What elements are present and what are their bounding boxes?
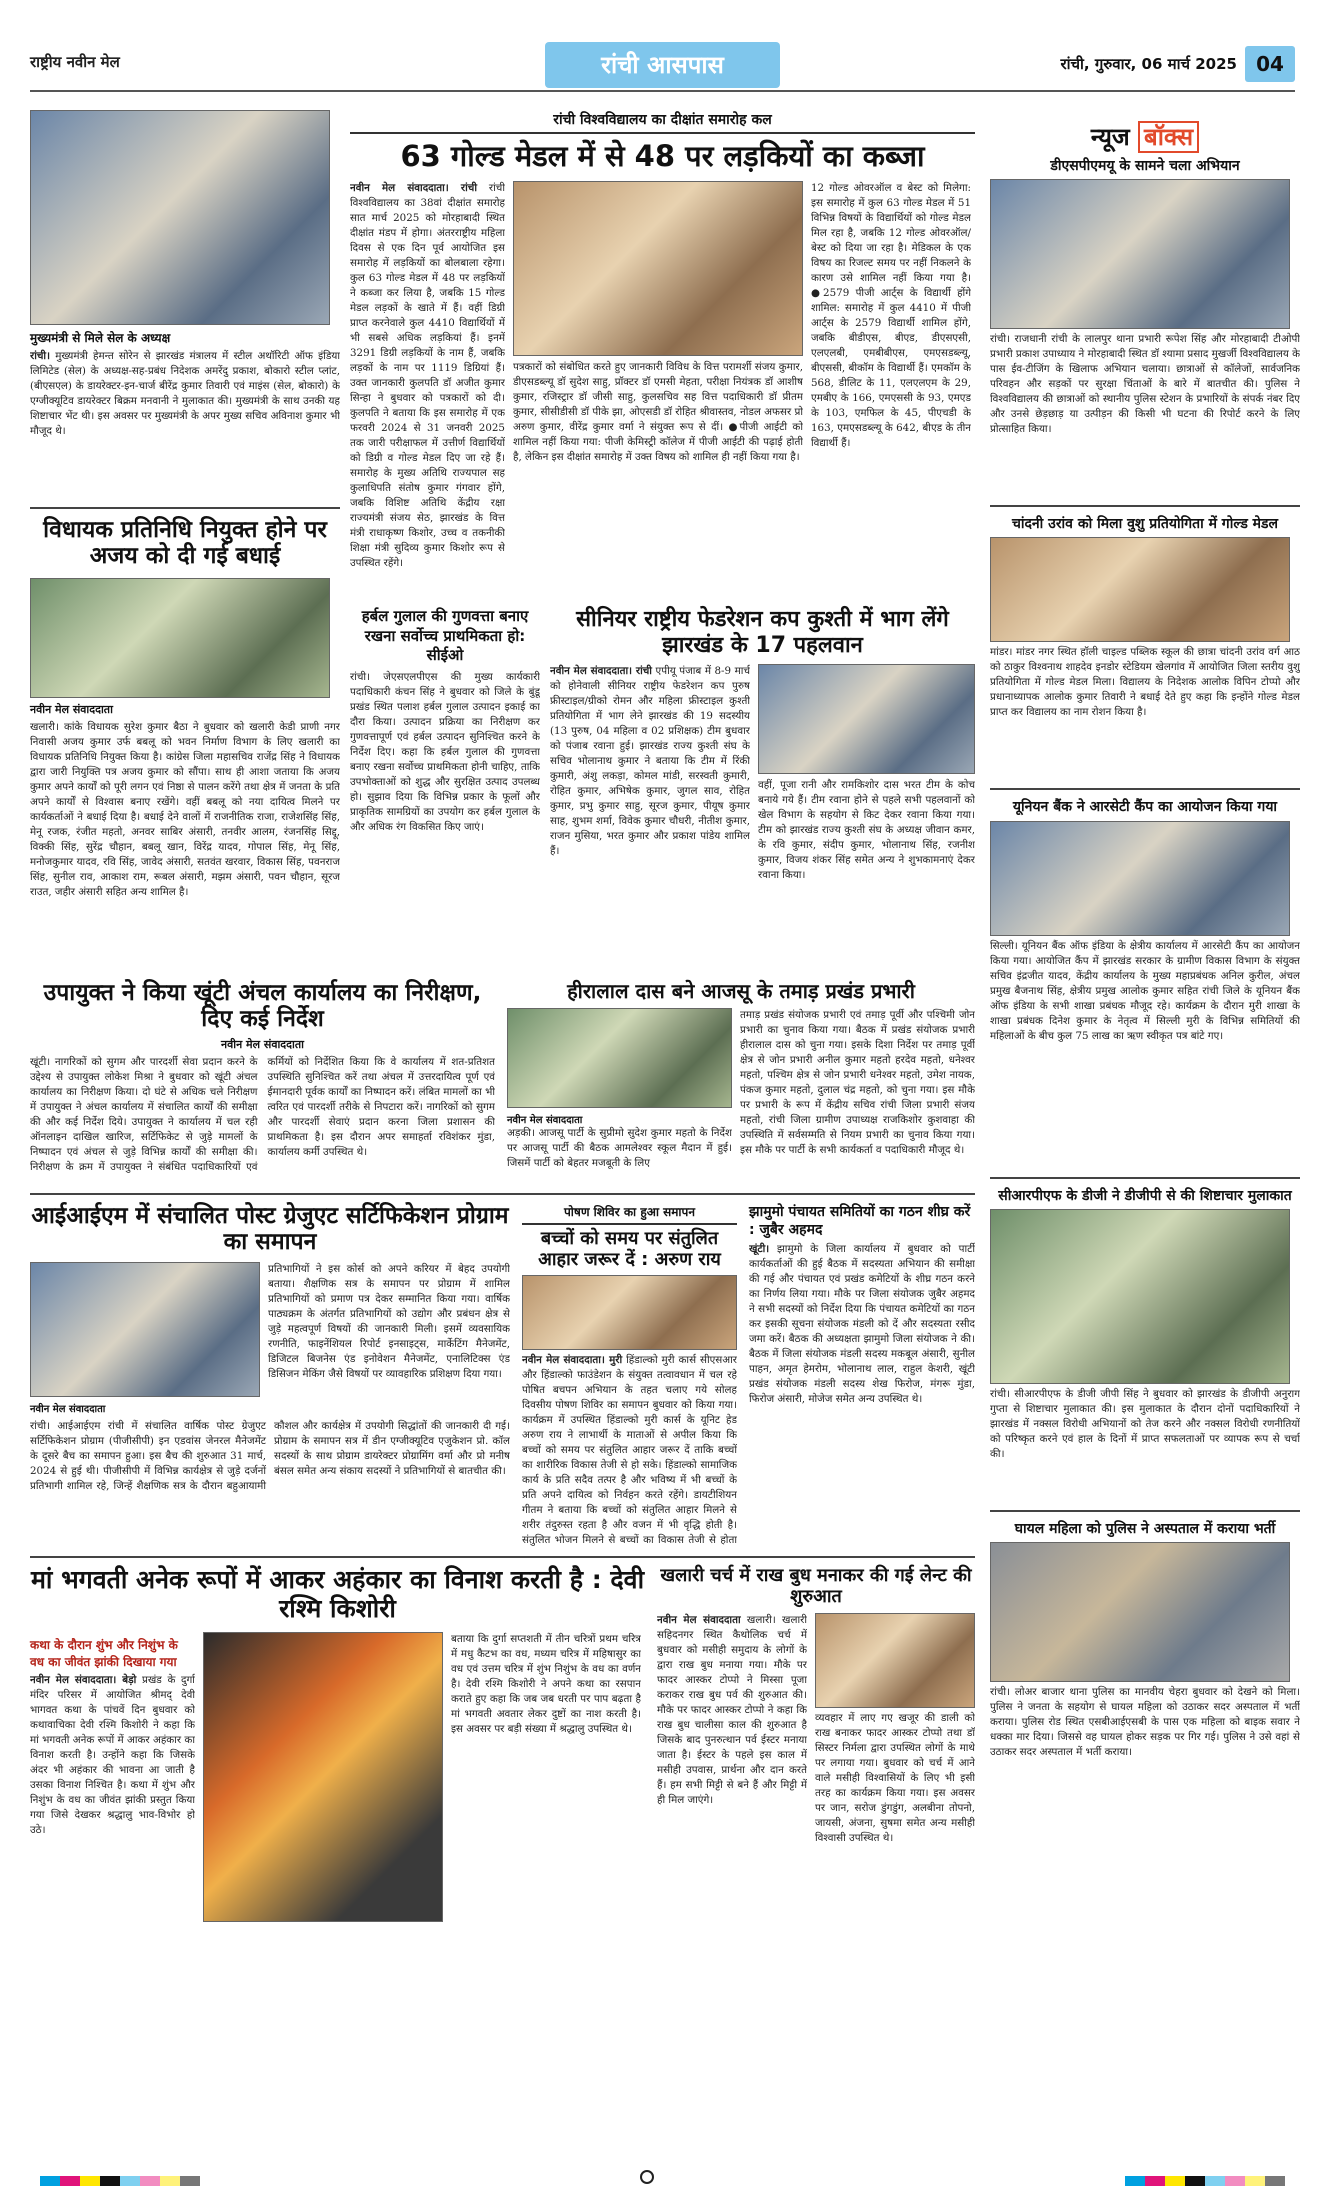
nb-story-union-bank	[990, 798, 1300, 1168]
registration-mark	[640, 2170, 654, 2184]
divider	[30, 1556, 975, 1558]
paper-name: राष्ट्रीय नवीन मेल	[30, 53, 120, 71]
nutrition-photo	[522, 1275, 737, 1350]
story-wrestling	[550, 607, 975, 955]
story-cm-meet	[30, 110, 340, 499]
herbal-body: रांची। जेएसएलपीएस की मुख्य कार्यकारी पदाधिकारी कंचन सिंह ने बुधवार को जिले के बुंडू प्रखंड स्थित पलाश हर्बल गुलाल उत्पादन इकाई का दौरा किया। उत्पादन प्रक्रिया का निरीक्षण कर गुणवत्तापूर्ण एवं हर्बल उत्पादन सुनिश्चित करने के निर्देश दिए। कहा कि हर्बल गुलाल की गुणवत्ता बनाए रखना सर्वोच्च प्राथमिकता होनी चाहिए, ताकि उपभोक्ताओं को शुद्ध और सुरक्षित उत्पाद उपलब्ध हो। सुझाव दिया कि विभिन्न प्रकार के फूलों और प्राकृतिक सामग्रियों का उपयोग कर हर्बल गुलाल के और अधिक रंग विकसित किए जाएं।	[350, 670, 540, 833]
hiralal-photo	[507, 1008, 732, 1108]
devi-body-1: नवीन मेल संवाददाता। बेड़ो प्रखंड के दुर्गा मंदिर परिसर में आयोजित श्रीमद् देवी भागवत कथा के पांचवें दिन बुधवार को कथावाचिका देवी रश्मि किशोरी ने कहा कि मां भगवती अनेक रूपों में आकर अहंकार का विनाश करती है। उन्होंने कहा कि जिसके अंदर भी अहंकार की भावना आ जाती है उसका विनाश निश्चित है। कथा में शुंभ और निशुंभ के वध का जीवंत झांकी प्रस्तुत किया गया जिसे देखकर श्रद्धालु भाव-विभोर हो उठे।	[30, 1673, 195, 1836]
crpf-photo	[990, 1209, 1290, 1384]
mla-rep-headline: विधायक प्रतिनिधि नियुक्त होने पर अजय को दी गई बधाई	[43, 517, 327, 570]
injured-woman-body: रांची। लोअर बाजार थाना पुलिस का मानवीय चेहरा बुधवार को देखने को मिला। पुलिस ने जनता के सहयोग से घायल महिला को उठाकर सदर अस्पताल में भर्ती कराया। पुलिस रोड स्थित एसबीआईएसबी के पास एक महिला को बाइक सवार ने धक्का मार दिया। जिससे वह घायल होकर सड़क पर गिर गई। पुलिस ने उसे वहां से उठाकर सदर अस्पताल में भर्ती कराया।	[990, 1685, 1300, 1758]
story-herbal	[350, 607, 540, 955]
wrestling-headline: सीनियर राष्ट्रीय फेडरेशन कप कुश्ती में भाग लेंगे झारखंड के 17 पहलवान	[576, 607, 949, 658]
row-devi-khalari	[30, 1566, 975, 1922]
iim-body-2: प्रतिभागियों ने इस कोर्स को अपने करियर में बेहद उपयोगी बताया। शैक्षणिक सत्र के समापन पर प्रोग्राम में शामिल प्रतिभागियों को प्रमाण पत्र देकर सम्मानित किया गया। वार्षिक पाठ्यक्रम के अंतर्गत प्रतिभागियों को उद्योग और प्रबंधन क्षेत्र से जुड़े महत्वपूर्ण विषयों की जानकारी मिली। इसमें व्यवसायिक रणनीति, फाइनेंशियल रिपोर्ट इनसाइट्स, मार्केटिंग मैनेजमेंट, डिजिटल बिजनेस एंड इनोवेशन मैनेजमेंट, एनालिटिक्स एंड डिसिजन मेकिंग जैसे विषयों पर व्यावहारिक प्रशिक्षण दिया गया।	[268, 1262, 510, 1380]
nutrition-headline: बच्चों को समय पर संतुलित आहार जरूर दें : अरुण राय	[538, 1227, 721, 1270]
middle-column	[350, 110, 975, 955]
news-box-title: न्यूज बॉक्स	[990, 120, 1300, 153]
lead-body-3: 12 गोल्ड ओवरऑल व बेस्ट को मिलेगा: इस समारोह में कुल 63 गोल्ड मेडल में 51 विभिन्न विषयों के विद्यार्थियों को गोल्ड मेडल मिल रहा है, जबकि 12 गोल्ड ओवरऑल/बेस्ट को दिया जा रहा है। मेडिकल के एक विषय का रिजल्ट समय पर नहीं निकलने के कारण उसे शामिल नहीं किया गया है। ●2579 पीजी आर्ट्स के विद्यार्थी होंगे शामिल: समारोह में कुल 4410 में पीजी आर्ट्स के 2579 विद्यार्थी शामिल होंगे, जबकि बीडीएस, बीएड, डीएसएसी, एलएलबी, एमबीबीएस, एमएसडब्ल्यू, बीएससी, बीकॉम के विद्यार्थी हैं। एमकॉम के 568, डीलिट के 11, एलएलएम के 29, एमबीए के 166, एमएससी के 93, एमएड के 103, एमफिल के 45, पीएचडी के 163, एमएसडब्ल्यू के 642, बीएड के तीन विद्यार्थी हैं।	[811, 182, 971, 450]
union-bank-body: सिल्ली। यूनियन बैंक ऑफ इंडिया के क्षेत्रीय कार्यालय में आरसेटी कैंप का आयोजन किया गया। आयोजित कैंप में झारखंड सरकार के ग्रामीण विकास विभाग के संयुक्त सचिव इंद्रजीत यादव, केंद्रीय कार्यालय के मुख्य महाप्रबंधक अनिल कुरील, अंचल प्रमुख बैजनाथ सिंह, क्षेत्रीय प्रमुख आलोक कुमार सहित रांची जिले के यूनियन बैंक ऑफ इंडिया के सभी शाखा प्रबंधक मौजूद रहे। कार्यक्रम के दौरान मुरी शाखा के शाखा प्रबंधक दिनेश कुमार के नेतृत्व में सिल्ली मुरी के विभिन्न समितियों की महिलाओं के बीच कुल 75 लाख का ऋण स्वीकृत पत्र बांटे गए।	[990, 939, 1300, 1042]
divider	[990, 505, 1300, 507]
color-bar-right	[1125, 2176, 1285, 2186]
news-box	[990, 120, 1300, 1790]
page-number: 04	[1245, 46, 1295, 82]
story-khalari	[657, 1566, 975, 1922]
hiralal-body-1: अड़की। आजसू पार्टी के सुप्रीमो सुदेश कुमार महतो के निर्देश पर आजसू पार्टी की बैठक आमलेश्वर स्कूल मैदान में हुई। जिसमें पार्टी को बेहतर मजबूती के लिए	[507, 1127, 732, 1169]
chandni-photo	[990, 537, 1290, 642]
divider	[990, 1510, 1300, 1512]
nutrition-body: नवीन मेल संवाददाता। मुरी हिंडाल्को मुरी कार्स सीएसआर और हिंडाल्को फाउंडेशन के संयुक्त तत्वावधान में चल रहे पोषित बचपन अभियान के तहत चलाए गये सोलह दिवसीय पोषण शिविर का समापन बुधवार को किया गया। कार्यक्रम में उपस्थित हिंडाल्को मुरी कार्स के यूनिट हेड अरुण राय ने लाभार्थी के माताओं से अपील किया कि बच्चों को समय पर संतुलित आहार जरूर दें ताकि बच्चों का शारीरिक विकास तेजी से हो सके। हिंडाल्को सामाजिक कार्य के प्रति सदैव तत्पर है और भविष्य में भी बच्चों के प्रति अपने दायित्व को निर्वहन करते रहेंगे। डायटीशियन गीतम ने बताया कि बच्चों को संतुलित आहार मिलने से शरीर तंदुरुस्त रहता है और वजन में भी वृद्धि होती है। संतुलित भोजन मिलने से बच्चों का विकास तेजी से होता	[522, 1354, 737, 1547]
divider	[30, 507, 340, 509]
section-title: रांची आसपास	[545, 42, 780, 88]
nutrition-kicker: पोषण शिविर का हुआ समापन	[522, 1203, 737, 1225]
dspmu-photo	[990, 179, 1290, 329]
row-iim-nutrition-jmm	[30, 1203, 975, 1548]
divider	[990, 788, 1300, 790]
iim-headline: आईआईएम में संचालित पोस्ट ग्रेजुएट सर्टिफिकेशन प्रोग्राम का समापन	[31, 1202, 509, 1256]
lead-kicker: रांची विश्वविद्यालय का दीक्षांत समारोह कल	[350, 110, 975, 134]
union-bank-headline: यूनियन बैंक ने आरसेटी कैंप का आयोजन किया गया	[1012, 799, 1278, 816]
lead-center	[513, 181, 803, 601]
story-nutrition	[522, 1203, 737, 1548]
injured-woman-headline: घायल महिला को पुलिस ने अस्पताल में कराया भर्ती	[1014, 1520, 1276, 1537]
divider	[990, 1177, 1300, 1179]
lead-body-1: नवीन मेल संवाददाता। रांची रांची विश्वविद्यालय का 38वां दीक्षांत समारोह सात मार्च 2025 को मोरहाबादी स्थित दीक्षांत मंडप में होगा। अंतरराष्ट्रीय महिला दिवस से एक दिन पूर्व आयोजित इस समारोह में लड़कियों का बोलबाला रहेगा। कुल 63 गोल्ड मेडल में 48 पर लड़कियों ने कब्जा कर लिया है, जबकि 15 गोल्ड मेडल लड़कों के खाते में हैं। वहीं डिग्री प्राप्त करनेवाले कुल 4410 विद्यार्थियों में भी सबसे अधिक लड़कियां हैं। इनमें 3291 डिग्री लड़कियों के नाम हैं, जबकि लड़कों के नाम पर 1119 डिग्रियां हैं। उक्त जानकारी कुलपति डॉ अजीत कुमार सिन्हा ने बुधवार को पत्रकारों को दी। कुलपति ने बताया कि इस समारोह में एक फरवरी 2024 से 31 जनवरी 2025 तक जारी परीक्षाफल में उत्तीर्ण विद्यार्थियों को डिग्री व गोल्ड मेडल दिए जा रहे हैं। समारोह के मुख्य अतिथि राज्यपाल सह कुलाधिपति संतोष कुमार गंगवार होंगे, जबकि विशिष्ट अतिथि केंद्रीय रक्षा राज्यमंत्री संजय सेठ, झारखंड के वित्त मंत्री राधाकृष्ण किशोर, उच्च व तकनीकी शिक्षा मंत्री सुदिव्य कुमार किशोर रूप से उपस्थित रहेंगे।	[350, 182, 505, 570]
wrestling-photo	[758, 664, 975, 774]
row-collector-hiralal	[30, 980, 975, 1185]
devi-headline: मां भगवती अनेक रूपों में आकर अहंकार का विनाश करती है : देवी रश्मि किशोरी	[30, 1565, 645, 1623]
devi-photo-caption: कथा के दौरान शुंभ और निशुंभ के वध का जीवंत झांकी दिखाया गया	[30, 1637, 178, 1669]
union-bank-photo	[990, 821, 1290, 936]
iim-photo	[30, 1262, 260, 1397]
collector-byline: नवीन मेल संवाददाता	[221, 1037, 304, 1051]
issue-date: रांची, गुरुवार, 06 मार्च 2025	[1060, 55, 1237, 73]
lower-section	[30, 980, 975, 1922]
hiralal-body-2: तमाड़ प्रखंड संयोजक प्रभारी एवं तमाड़ पूर्वी और पश्चिमी जोन प्रभारी का चुनाव किया गया। बैठक में प्रखंड संयोजक प्रभारी हीरालाल दास को चुना गया। इसके दिशा निर्देश पर तमाड़ पूर्वी क्षेत्र से जोन प्रभारी अनील कुमार महतो हरदेव महतो, धनेश्वर महतो, पश्चिम क्षेत्र से जोन प्रभारी धनेश्वर महतो, उमेश नायक, पंकज कुमार महतो, दुलाल चंद्र महतो, को चुना गया। इस मौके पर प्रभारी के रूप में केंद्रीय सचिव रांची जिला प्रभारी संजय महतो, रांची जिला ग्रामीण उपाध्यक्ष राजकिशोर कुशवाहा की उपस्थिति में सर्वसम्मति से नियम प्रभारी का चुनाव किया गया। इस मौके पर पार्टी के सभी कार्यकर्ता व पदाधिकारी मौजूद थे।	[740, 1009, 975, 1156]
iim-body-1: रांची। आईआईएम रांची में संचालित वार्षिक पोस्ट ग्रेजुएट सर्टिफिकेशन प्रोग्राम (पीजीसीपी) इन एडवांस जेनरल मैनेजमेंट के दूसरे बैच का समापन हुआ। इस बैच की शुरुआत 31 मार्च, 2024 से हुई थी। पीजीसीपी में विभिन्न कार्यक्षेत्र से जुड़े दर्जनों प्रतिभागी शामिल रहे, जिन्हें शैक्षणिक सत्र के दौरान बहुआयामी कौशल और कार्यक्षेत्र में उपयोगी सिद्धांतों की जानकारी दी गई। प्रोग्राम के समापन सत्र में डीन एग्जीक्यूटिव एजुकेशन प्रो. कॉल सदस्यों के साथ प्रोग्राम डायरेक्टर प्रोग्रामिंग वर्मा और प्रो मनीष बंसल समेत अन्य संकाय सदस्यों ने प्रतिभागियों से बातचीत की।	[30, 1419, 510, 1492]
iim-byline: नवीन मेल संवाददाता	[30, 1403, 106, 1415]
collector-headline: उपायुक्त ने किया खूंटी अंचल कार्यालय का निरीक्षण, दिए कई निर्देश	[43, 980, 482, 1033]
hiralal-headline: हीरालाल दास बने आजसू के तमाड़ प्रखंड प्रभारी	[567, 979, 915, 1003]
wrestling-body-1: नवीन मेल संवाददाता। रांची एपीयू पंजाब में 8-9 मार्च को होनेवाली सीनियर राष्ट्रीय फेडरेशन कप पुरुष फ्रीस्टाइल/ग्रीको रोमन और महिला फ्रीस्टाइल कुश्ती प्रतियोगिता में भाग लेने झारखंड की 19 सदस्यीय (13 पुरुष, 04 महिला व 02 प्रशिक्षक) टीम बुधवार को पंजाब रवाना हुई। झारखंड राज्य कुश्ती संघ के सचिव भोलानाथ कुमार ने बताया कि टीम में रिंकी कुमारी, अंशु लकड़ा, कोमल मांडी, सरस्वती कुमारी, रोहित कुमार, अभिषेक कुमार, जुगल साव, रोहित कुमार, प्रभु कुमार साहु, सूरज कुमार, पीयूष कुमार साह, शुभम शर्मा, विवेक कुमार चौधरी, नीतीश कुमार, राजन मुसिया, भरत कुमार और प्रकाश पांडेय शामिल हैं।	[550, 664, 750, 857]
nb-story-crpf	[990, 1187, 1300, 1502]
hiralal-byline: नवीन मेल संवाददाता	[507, 1115, 583, 1126]
mla-rep-photo	[30, 578, 330, 698]
dspmu-headline: डीएसपीएमयू के सामने चला अभियान	[1050, 158, 1240, 174]
nb-story-chandni	[990, 515, 1300, 780]
left-column	[30, 110, 340, 1060]
row-herbal-wrestling	[350, 607, 975, 955]
story-devi	[30, 1566, 645, 1922]
herbal-headline: हर्बल गुलाल की गुणवत्ता बनाए रखना सर्वोच्च प्राथमिकता हो: सीईओ	[361, 607, 529, 665]
story-iim	[30, 1203, 510, 1548]
story-mla-rep	[30, 517, 340, 1060]
jmm-body: खूंटी। झामुमो के जिला कार्यालय में बुधवार को पार्टी कार्यकर्ताओं की हुई बैठक में सदस्यता अभियान की समीक्षा की गई और पंचायत एवं प्रखंड कमेटियों के शीघ्र गठन करने का निर्णय लिया गया। मौके पर जिला संयोजक जुबैर अहमद ने सभी सदस्यों को निर्देश दिया कि पंचायत कमेटियों का गठन कर इसकी सूचना संयोजक मंडली को दें और सदस्यता रसीद जमा करें। बैठक की अध्यक्षता झामुमो जिला संयोजक ने की। बैठक में जिला संयोजक मंडली सदस्य मकबूल अंसारी, सुनील पाहन, अमृत हेमरोम, भोलानाथ लाल, राहुल केशरी, खूंटी प्रखंड संयोजक मंडली सदस्य शेख फिरोज, मंगरू मुंडा, फिरोज अंसारी, मोजेज समेत अन्य उपस्थित थे।	[749, 1243, 975, 1406]
jmm-headline: झामुमो पंचायत समितियों का गठन शीघ्र करें : जुबैर अहमद	[749, 1203, 971, 1239]
masthead-rule	[30, 90, 1295, 92]
devi-body-2: बताया कि दुर्गा सप्तशती में तीन चरित्रों प्रथम चरित्र में मधु कैटभ का वध, मध्यम चरित्र में महिषासुर का वध एवं उत्तम चरित्र में शुंभ निशुंभ के वध का वर्णन है। देवी रश्मि किशोरी ने अपने कथा का रसपान कराते हुए कहा कि जब जब धरती पर पाप बढ़ता है मां भगवती अवतार लेकर दुष्टों का नाश करती है। इस अवसर पर बड़ी संख्या में श्रद्धालु उपस्थित थे।	[451, 1632, 641, 1735]
cm-meet-photo	[30, 110, 330, 325]
khalari-headline: खलारी चर्च में राख बुध मनाकर की गई लेन्ट की शुरुआत	[660, 1565, 972, 1607]
chandni-headline: चांदनी उरांव को मिला वुशु प्रतियोगिता में गोल्ड मेडल	[1011, 516, 1279, 533]
injured-woman-photo	[990, 1542, 1290, 1682]
nb-story-dspmu	[990, 157, 1300, 497]
lead-headline: 63 गोल्ड मेडल में से 48 पर लड़कियों का कब्जा	[400, 139, 925, 173]
story-jmm	[749, 1203, 975, 1548]
crpf-headline: सीआरपीएफ के डीजी ने डीजीपी से की शिष्टाचार मुलाकात	[998, 1187, 1292, 1204]
divider	[30, 1193, 975, 1195]
collector-body: खूंटी। नागरिकों को सुगम और पारदर्शी सेवा प्रदान करने के उद्देश्य से उपायुक्त लोकेश मिश्रा ने बुधवार को खूंटी अंचल कार्यालय का निरीक्षण किया। दो घंटे से अधिक चले निरीक्षण में उपायुक्त ने अंचल कार्यालय में संचालित कार्यों की समीक्षा की और कई निर्देश दिये। उपायुक्त ने कार्यालय में चल रही ऑनलाइन दाखिल खारिज, सर्टिफिकेट से जुड़े मामलों के निष्पादन एवं अंचल से जुड़े विभिन्न कार्यों की समीक्षा की। निरीक्षण के क्रम में उपायुक्त ने संबंधित पदाधिकारियों एवं कर्मियों को निर्देशित किया कि वे कार्यालय में शत-प्रतिशत उपस्थिति सुनिश्चित करें तथा अंचल में उत्तरदायित्व पूर्ण एवं ईमानदारी पूर्वक कार्यों का निष्पादन करें। लंबित मामलों का भी त्वरित एवं पारदर्शी तरीके से निपटारा करें। नागरिकों को सुगम और पारदर्शी सेवाएं प्रदान करना जिला प्रशासन की प्राथमिकता है। इस दौरान अपर समाहर्ता रविशंकर मुंडा, कार्यालय कर्मी उपस्थित थे।	[30, 1055, 495, 1173]
wrestling-body-2: वहीं, पूजा रानी और रामकिशोर दास भरत टीम के कोच बनाये गये हैं। टीम रवाना होने से पहले सभी पहलवानों को खेल विभाग के सहयोग से किट देकर रवाना किया गया। टीम को झारखंड राज्य कुश्ती संघ के अध्यक्ष जीवान कमर, के रवि कुमार, संदीप कुमार, भोलानाथ सिंह, रजनीश कुमार, विजय शंकर सिंह समेत अन्य ने शुभकामनाएं देकर रवाना किया।	[758, 778, 975, 881]
lead-story	[350, 181, 975, 601]
devi-photo	[203, 1632, 443, 1922]
khalari-body-1: नवीन मेल संवाददाता खलारी। खलारी सहिदनगर स्थित कैथोलिक चर्च में बुधवार को मसीही समुदाय के लोगों के द्वारा राख बुध मनाया गया। मौके पर फादर आस्कर टोप्पो ने मिस्सा पूजा कराकर राख बुध पर्व की शुरुआत की। मौके पर फादर आस्कर टोप्पो ने कहा कि राख बुध चालीसा काल की शुरुआत है जिसके बाद पुनरुत्थान पर्व ईस्टर मनाया जाता है। ईस्टर के पहले इस काल में मसीही उपवास, प्रार्थना और दान करते हैं। हम सभी मिट्टी से बने हैं और मिट्टी में ही मिल जाएंगे।	[657, 1613, 807, 1806]
chandni-body: मांडर। मांडर नगर स्थित हॉली चाइल्ड पब्लिक स्कूल की छात्रा चांदनी उरांव वर्ग आठ को ठाकुर विश्वनाथ शाहदेव इनडोर स्टेडियम खेलगांव में आयोजित जिला स्तरीय वुशु प्रतियोगिता में गोल्ड मेडल मिला। विद्यालय के निदेशक आलोक विपिन टोप्पो और प्रधानाध्यापक आलोक कुमार तिवारी ने बधाई देते हुए कहा कि इन्होंने गोल्ड मेडल प्राप्त कर विद्यालय का नाम रोशन किया है।	[990, 646, 1300, 719]
lead-body-2: पत्रकारों को संबोधित करते हुए जानकारी विविध के वित्त परामर्शी संजय कुमार, डीएसडब्ल्यू डॉ सुदेश साहु, प्रॉक्टर डॉ एमसी मेहता, परीक्षा नियंत्रक डॉ आशीष कुमार, रजिस्ट्रार डॉ जीसी साहु, कुलसचिव सह वित्त पदाधिकारी डॉ प्रीतम कुमार, सीसीडीसी डॉ पीके झा, ओएसडी डॉ रोहित श्रीवास्तव, नोडल अफसर प्रो अरुण कुमार, वीरेंद्र कुमार वर्मा ने संयुक्त रूप से दीं। ●पीजी आईटी को शामिल नहीं किया गया: पीजी केमिस्ट्री कॉलेज में पीजी आईटी की पढ़ाई होती है, लेकिन इस दीक्षांत समारोह में उक्त विषय को शामिल ही नहीं किया गया है।	[513, 361, 803, 464]
lead-photo	[513, 181, 803, 356]
mla-rep-byline: नवीन मेल संवाददाता	[30, 702, 113, 716]
dspmu-body: रांची। राजधानी रांची के लालपुर थाना प्रभारी रूपेश सिंह और मोरहाबादी टीओपी प्रभारी प्रकाश उपाध्याय ने मोरहाबादी स्थित डॉ श्यामा प्रसाद मुखर्जी विश्वविद्यालय के पास ईव-टीजिंग के खिलाफ अभियान चलाया। छात्राओं से कॉलेजों, सार्वजनिक परिवहन और सड़कों पर सुरक्षा चिंताओं के बारे में बातचीत की। पुलिस ने विश्वविद्यालय की छात्राओं को स्थानीय पुलिस स्टेशन के प्रभारियों के संपर्क नंबर दिए और उनसे छेड़छाड़ या उत्पीड़न की किसी भी घटना की रिपोर्ट करने के लिए प्रोत्साहित किया।	[990, 333, 1300, 436]
mla-rep-body: खलारी। कांके विधायक सुरेश कुमार बैठा ने बुधवार को खलारी केडी प्राणी नगर निवासी अजय कुमार उर्फ बबलू को भवन निर्माण विभाग के लिए खलारी का विधायक प्रतिनिधि नियुक्त किया है। कांग्रेस जिला महासचिव राजेंद्र सिंह ने विधायक द्वारा जारी नियुक्ति पत्र अजय कुमार को सौंपा। साथ ही आशा जताया कि अजय कुमार अपने कार्यों को पूरी लगन एवं निष्ठा से पालन करेंगे तथा क्षेत्र में जनता के प्रति अपने कार्यों से विश्वास बनाए रखेंगे। वहीं बबलू को नया दायित्व मिलने पर कार्यकर्ताओं ने बधाई दिया है। बधाई देने वालों में राजनीतिक राजा, राजेशसिंह सिंह, मेनू रजक, रंजीत महतो, अनवर साबिर अंसारी, तनवीर आलम, रंजनसिंह सिद्दू, विक्की सिंह, सुरेंद्र चौहान, बबलू खान, विरेंद्र यादव, गोपाल सिंह, मेनू सिंह, मनोजकुमार यादव, रवि सिंह, जावेद अंसारी, सतवंत खरवार, विकास सिंह, पवनराज सिंह, सुनील राव, आकाश राम, रूबल अंसारी, मझम अंसारी, पवन चौहान, सूरज राउत, जहीर अंसारी सहित अन्य शामिल है।	[30, 720, 340, 898]
khalari-photo	[815, 1613, 975, 1708]
khalari-body-2: व्यवहार में लाए गए खजूर की डाली को राख बनाकर फादर आस्कर टोप्पो तथा डॉ सिस्टर निर्मला द्वारा उपस्थित लोगों के माथे पर लगाया गया। बुधवार को चर्च में आने वाले मसीही विश्वासियों के लिए भी इसी तरह का कार्यक्रम किया गया। इस अवसर पर जान, सरोज डुंगडुंग, अलबीना तोपनो, जायसी, अंजना, सुषमा समेत अन्य मसीही विश्वासी उपस्थित थे।	[815, 1711, 975, 1844]
cm-meet-caption: मुख्यमंत्री से मिले सेल के अध्यक्ष	[30, 331, 171, 345]
color-bar-left	[40, 2176, 200, 2186]
story-hiralal	[507, 980, 975, 1185]
crpf-body: रांची। सीआरपीएफ के डीजी जीपी सिंह ने बुधवार को झारखंड के डीजीपी अनुराग गुप्ता से शिष्टाचार मुलाकात की। इस मुलाकात के दौरान दोनों पदाधिकारियों ने झारखंड में नक्सल विरोधी अभियानों को तेज करने और नक्सल विरोधी रणनीतियों को परिष्कृत करने एवं हाल के दिनों में प्राप्त सफलताओं पर व्यापक रूप से चर्चा की।	[990, 1387, 1300, 1460]
story-collector	[30, 980, 495, 1185]
masthead	[30, 42, 1295, 92]
cm-meet-body: रांची। मुख्यमंत्री हेमन्त सोरेन से झारखंड मंत्रालय में स्टील अथॉरिटी ऑफ इंडिया लिमिटेड (सेल) के अध्यक्ष-सह-प्रबंध निदेशक अमरेंदु प्रकाश, बोकारो स्टील प्लांट, (बीएसएल) के डायरेक्टर-इन-चार्ज बीरेंद्र कुमार तिवारी एवं माइंस (सेल, बोकारो) के एग्जीक्यूटिव डायरेक्टर बिक्रम मनवानी ने मुलाकात की। मुख्यमंत्री के साथ उनकी यह शिष्टाचार भेंट थी। इस अवसर पर मुख्यमंत्री के अपर मुख्य सचिव अविनाश कुमार भी मौजूद थे।	[30, 350, 340, 437]
nb-story-injured-woman	[990, 1520, 1300, 1790]
